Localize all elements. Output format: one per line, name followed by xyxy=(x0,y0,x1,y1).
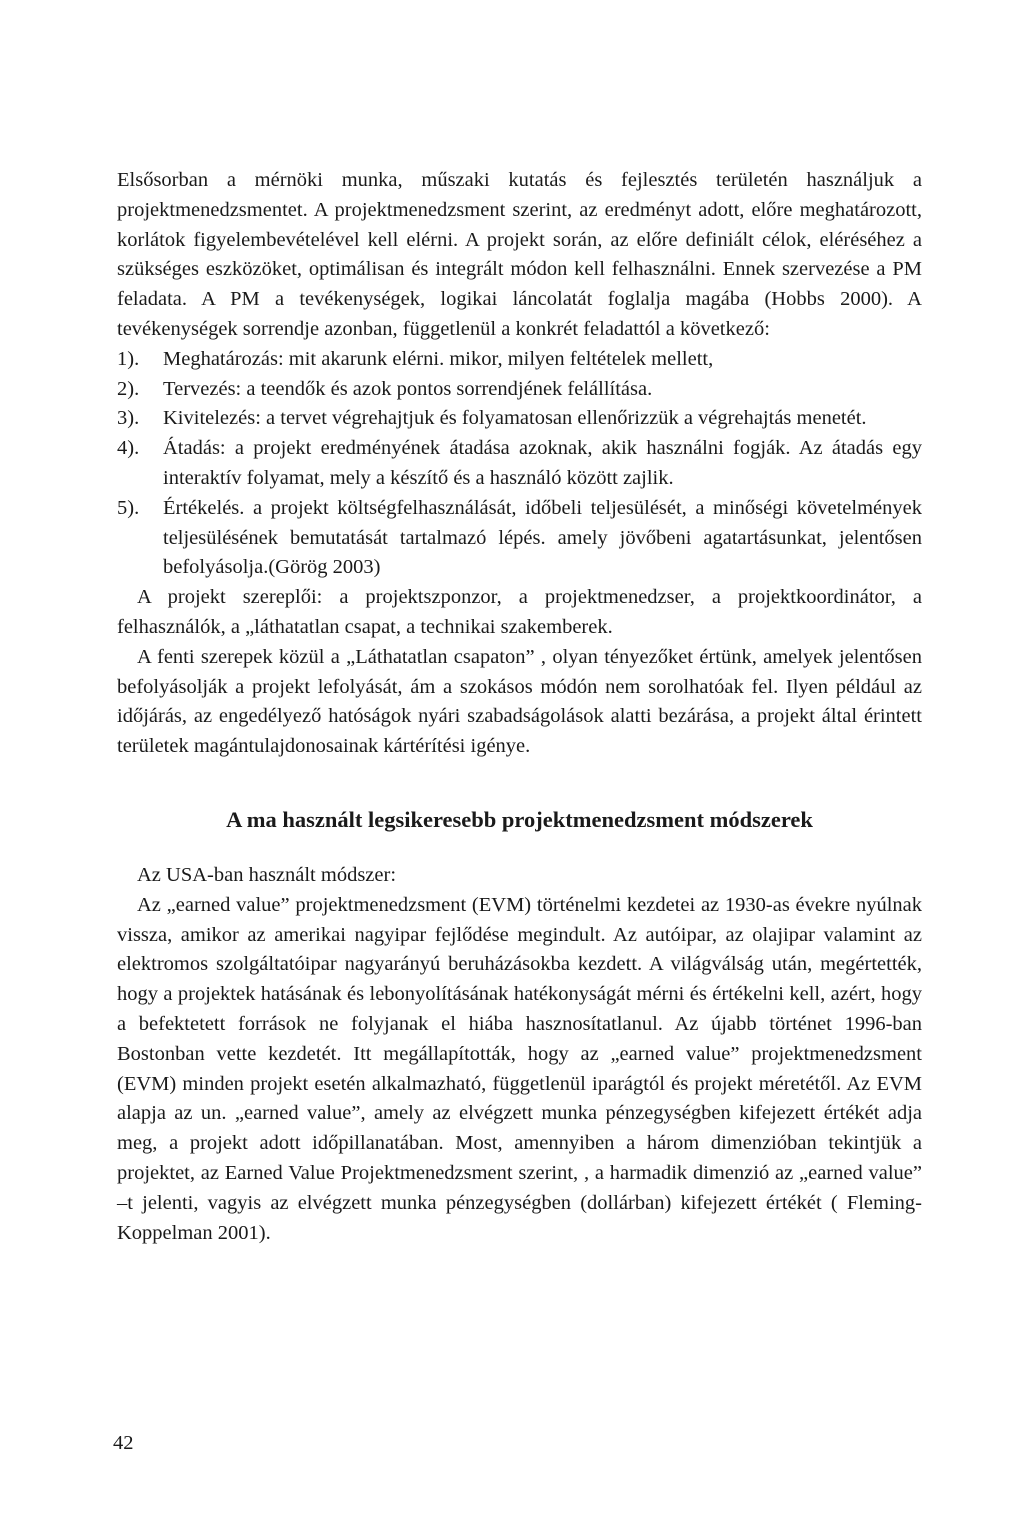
page-body xyxy=(117,166,922,1248)
list-item xyxy=(117,345,922,375)
step-list xyxy=(117,345,922,583)
list-item-text: Tervezés: a teendők és azok pontos sorrendjének felállítása. xyxy=(163,377,653,400)
list-item-number: 4). xyxy=(117,437,140,460)
list-item-number: 1). xyxy=(117,347,140,370)
list-item xyxy=(117,494,922,583)
list-item-number: 3). xyxy=(117,407,140,430)
usa-method-paragraph: Az USA-ban használt módszer: xyxy=(137,863,397,886)
list-item xyxy=(117,375,922,405)
list-item-text: Átadás: a projekt eredményének átadása azoknak, akik használni fogják. Az átadás egy interaktív folyamat, mely a készítő és a használó között zajlik. xyxy=(163,437,922,489)
evm-paragraph: Az „earned value” projektmenedzsment (EVM) történelmi kezdetei az 1930-as évekre nyúlnak vissza, amikor az amerikai nagyipar fejlődése megindult. Az autóipar, az olajipar valamint az elektromos szolgáltatóipar nagyarányú beruházásokba kezdett. A világválság után, megértették, hogy a projektek hatásának és lebonyolításának hatékonyságát mérni és értékelni kell, azért, hogy a befektetett források ne folyjanak el hiába hasznosítatlanul. Az újabb történet 1996-ban Bostonban vette kezdetét. Itt megállapították, hogy az „earned value” projektmenedzsment (EVM) minden projekt esetén alkalmazható, függetlenül iparágtól és projekt méretétől. Az EVM alapja az un. „earned value”, amely az elvégzett munka pénzegységben kifejezett értékét adja meg, a projekt adott időpillanatában. Most, amennyiben a három dimenzióban tekintjük a projektet, az Earned Value Projektmenedzsment szerint, , a harmadik dimenzió az „earned value” –t jelenti, vagyis az elvégzett munka pénzegységben (dollárban) kifejezett értékét ( Fleming- Koppelman 2001). xyxy=(117,893,922,1244)
list-item-text: Meghatározás: mit akarunk elérni. mikor, milyen feltételek mellett, xyxy=(163,347,714,370)
invisible-team-paragraph: A fenti szerepek közül a „Láthatatlan csapaton” , olyan tényezőket értünk, amelyek jelentősen befolyásolják a projekt lefolyását, ám a szokásos módón nem sorolhatóak fel. Ilyen például az időjárás, az engedélyező hatóságok nyári szabadságolások alatti bezárása, a projekt által érintett területek magántulajdonosainak kártérítési igénye. xyxy=(117,645,922,758)
stakeholders-paragraph: A projekt szereplői: a projektszponzor, a projektmenedzser, a projektkoordinátor, a felhasználók, a „láthatatlan csapat, a technikai szakemberek. xyxy=(117,586,922,638)
list-item-text: Értékelés. a projekt költségfelhasználását, időbeli teljesülését, a minőségi követelmények teljesülésének bemutatását tartalmazó lépés. amely jövőbeni agatartásunkat, jelentősen befolyásolja.(Görög 2003) xyxy=(163,496,922,579)
section-heading: A ma használt legsikeresebb projektmenedzsment módszerek xyxy=(226,806,813,832)
list-item xyxy=(117,404,922,434)
list-item-number: 5). xyxy=(117,496,140,519)
page-number: 42 xyxy=(113,1432,134,1454)
intro-paragraph: Elsősorban a mérnöki munka, műszaki kutatás és fejlesztés területén használjuk a projektmenedzsmentet. A projektmenedzsment szerint, az eredményt adott, előre meghatározott, korlátok figyelembevételével kell elérni. A projekt során, az előre definiált célok, eléréséhez a szükséges eszközöket, optimálisan és integrált módon kell felhasználni. Ennek szervezése a PM feladata. A PM a tevékenységek, logikai láncolatát foglalja magába (Hobbs 2000). A tevékenységek sorrendje azonban, függetlenül a konkrét feladattól a következő: xyxy=(117,169,922,340)
list-item-number: 2). xyxy=(117,377,140,400)
list-item xyxy=(117,434,922,494)
list-item-text: Kivitelezés: a tervet végrehajtjuk és folyamatosan ellenőrizzük a végrehajtás menetét. xyxy=(163,407,867,430)
